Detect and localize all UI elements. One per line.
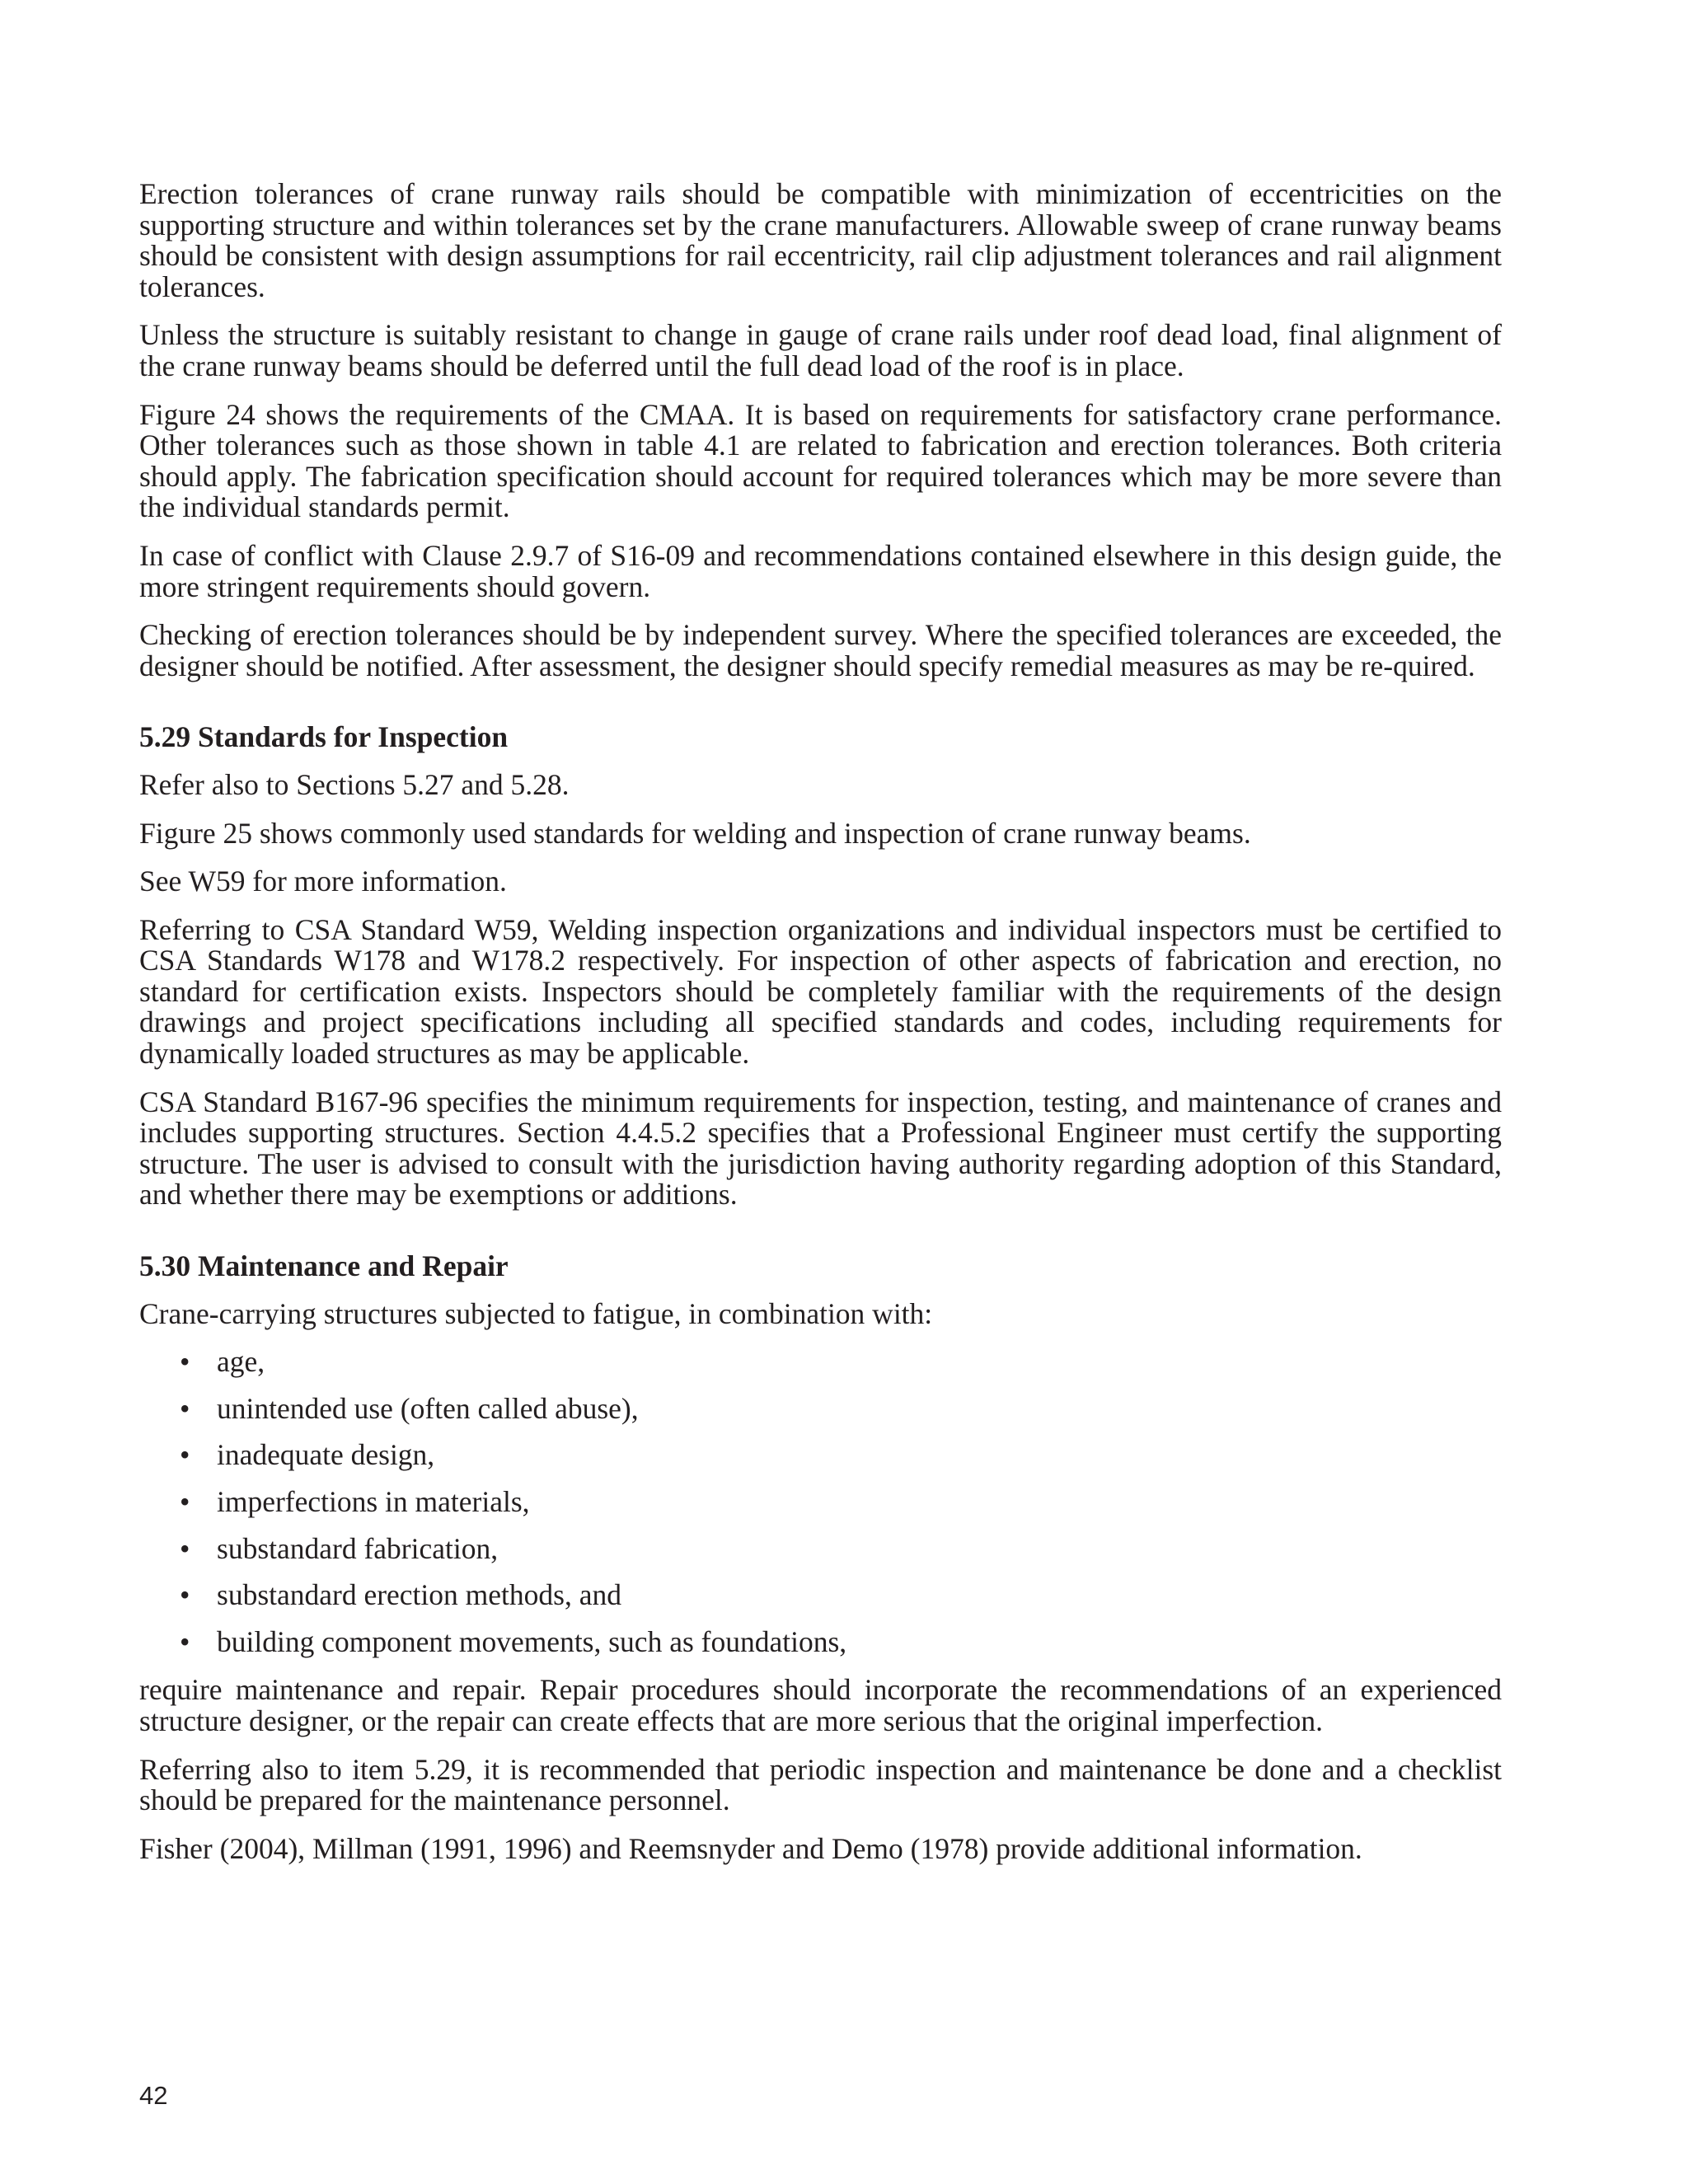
section-heading-standards-for-inspection: 5.29 Standards for Inspection xyxy=(139,720,509,754)
list-item xyxy=(139,1487,1502,1518)
paragraph-independent-survey: Checking of erection tolerances should be by independent survey. Where the specified tolerances are exceeded, the designer should be notified. After assessment, the designer should specify remedial measures as may be re-quired. xyxy=(139,618,1502,682)
bullet-icon: • xyxy=(180,1438,190,1472)
paragraph-see-w59: See W59 for more information. xyxy=(139,865,507,898)
bullet-icon: • xyxy=(180,1624,190,1658)
list-item xyxy=(139,1624,1502,1658)
bullet-icon: • xyxy=(180,1485,190,1518)
paragraph-csa-w59: Referring to CSA Standard W59, Welding inspection organizations and individual inspectors must be certified to CSA Standards W178 and W178.2 respectively. For inspection of other aspects of fabrication and erection, no standard for certification exists. Inspectors should be completely familiar with the requirements of the design drawings and project specifications including all specified standards and codes, including requirements for dynamically loaded structures as may be applicable. xyxy=(139,912,1502,1071)
section-heading-maintenance-and-repair: 5.30 Maintenance and Repair xyxy=(139,1249,509,1283)
list-item xyxy=(139,1347,1502,1378)
paragraph-periodic-inspection: Referring also to item 5.29, it is recommended that periodic inspection and maintenance be done and a checklist should be prepared for the maintenance personnel. xyxy=(139,1752,1502,1817)
paragraph-conflict-clause: In case of conflict with Clause 2.9.7 of S16-09 and recommendations contained elsewhere in this design guide, the more stringent requirements should govern. xyxy=(139,538,1502,603)
list-item xyxy=(139,1531,1502,1565)
paragraph-erection-tolerances: Erection tolerances of crane runway rails should be compatible with minimization of eccentricities on the supporting structure and within tolerances set by the crane manufacturers. Allowable sweep of crane runway beams should be consistent with design assumptions for rail eccentricity, rail clip adjustment tolerances and rail alignment tolerances. xyxy=(139,177,1502,303)
paragraph-cmaa-requirements: Figure 24 shows the requirements of the CMAA. It is based on requirements for satisfactory crane performance. Other tolerances such as those shown in table 4.1 are related to fabrication and erection tolerances. Both criteria should apply. The fabrication specification should account for required tolerances which may be more severe than the individual standards permit. xyxy=(139,397,1502,524)
list-item-text: inadequate design, xyxy=(217,1438,435,1472)
paragraph-final-alignment: Unless the structure is suitably resistant to change in gauge of crane rails under roof dead load, final alignment of the crane runway beams should be deferred until the full dead load of the roof is in place. xyxy=(139,318,1502,382)
bullet-icon: • xyxy=(180,1345,190,1379)
bullet-icon: • xyxy=(180,1391,190,1425)
paragraph-require-maintenance: require maintenance and repair. Repair procedures should incorporate the recommendations of an experienced structure designer, or the repair can create effects that are more serious that the original imperfection. xyxy=(139,1673,1502,1737)
list-item-text: substandard erection methods, and xyxy=(217,1578,621,1612)
paragraph-refer-sections: Refer also to Sections 5.27 and 5.28. xyxy=(139,767,570,801)
paragraph-additional-information: Fisher (2004), Millman (1991, 1996) and Reemsnyder and Demo (1978) provide additional information. xyxy=(139,1831,1362,1865)
bullet-list-fatigue-factors xyxy=(139,1347,1502,1657)
list-item-text: building component movements, such as foundations, xyxy=(217,1624,847,1658)
list-item-text: age, xyxy=(217,1345,265,1379)
page-content xyxy=(139,179,1502,1882)
paragraph-csa-b167: CSA Standard B167-96 specifies the minimum requirements for inspection, testing, and maintenance of cranes and includes supporting structures. Section 4.4.5.2 specifies that a Professional Engineer must certify the supporting structure. The user is advised to consult with the jurisdiction having authority regarding adoption of this Standard, and whether there may be exemptions or additions. xyxy=(139,1085,1502,1212)
list-item-text: imperfections in materials, xyxy=(217,1485,530,1518)
list-item xyxy=(139,1580,1502,1611)
list-item xyxy=(139,1440,1502,1471)
list-item-text: unintended use (often called abuse), xyxy=(217,1391,639,1425)
list-item-text: substandard fabrication, xyxy=(217,1531,499,1565)
paragraph-fatigue-intro: Crane-carrying structures subjected to fatigue, in combination with: xyxy=(139,1296,933,1330)
bullet-icon: • xyxy=(180,1531,190,1565)
bullet-icon: • xyxy=(180,1578,190,1612)
list-item xyxy=(139,1391,1502,1425)
page-number: 42 xyxy=(139,2081,168,2110)
paragraph-figure-25: Figure 25 shows commonly used standards for welding and inspection of crane runway beams. xyxy=(139,816,1251,850)
